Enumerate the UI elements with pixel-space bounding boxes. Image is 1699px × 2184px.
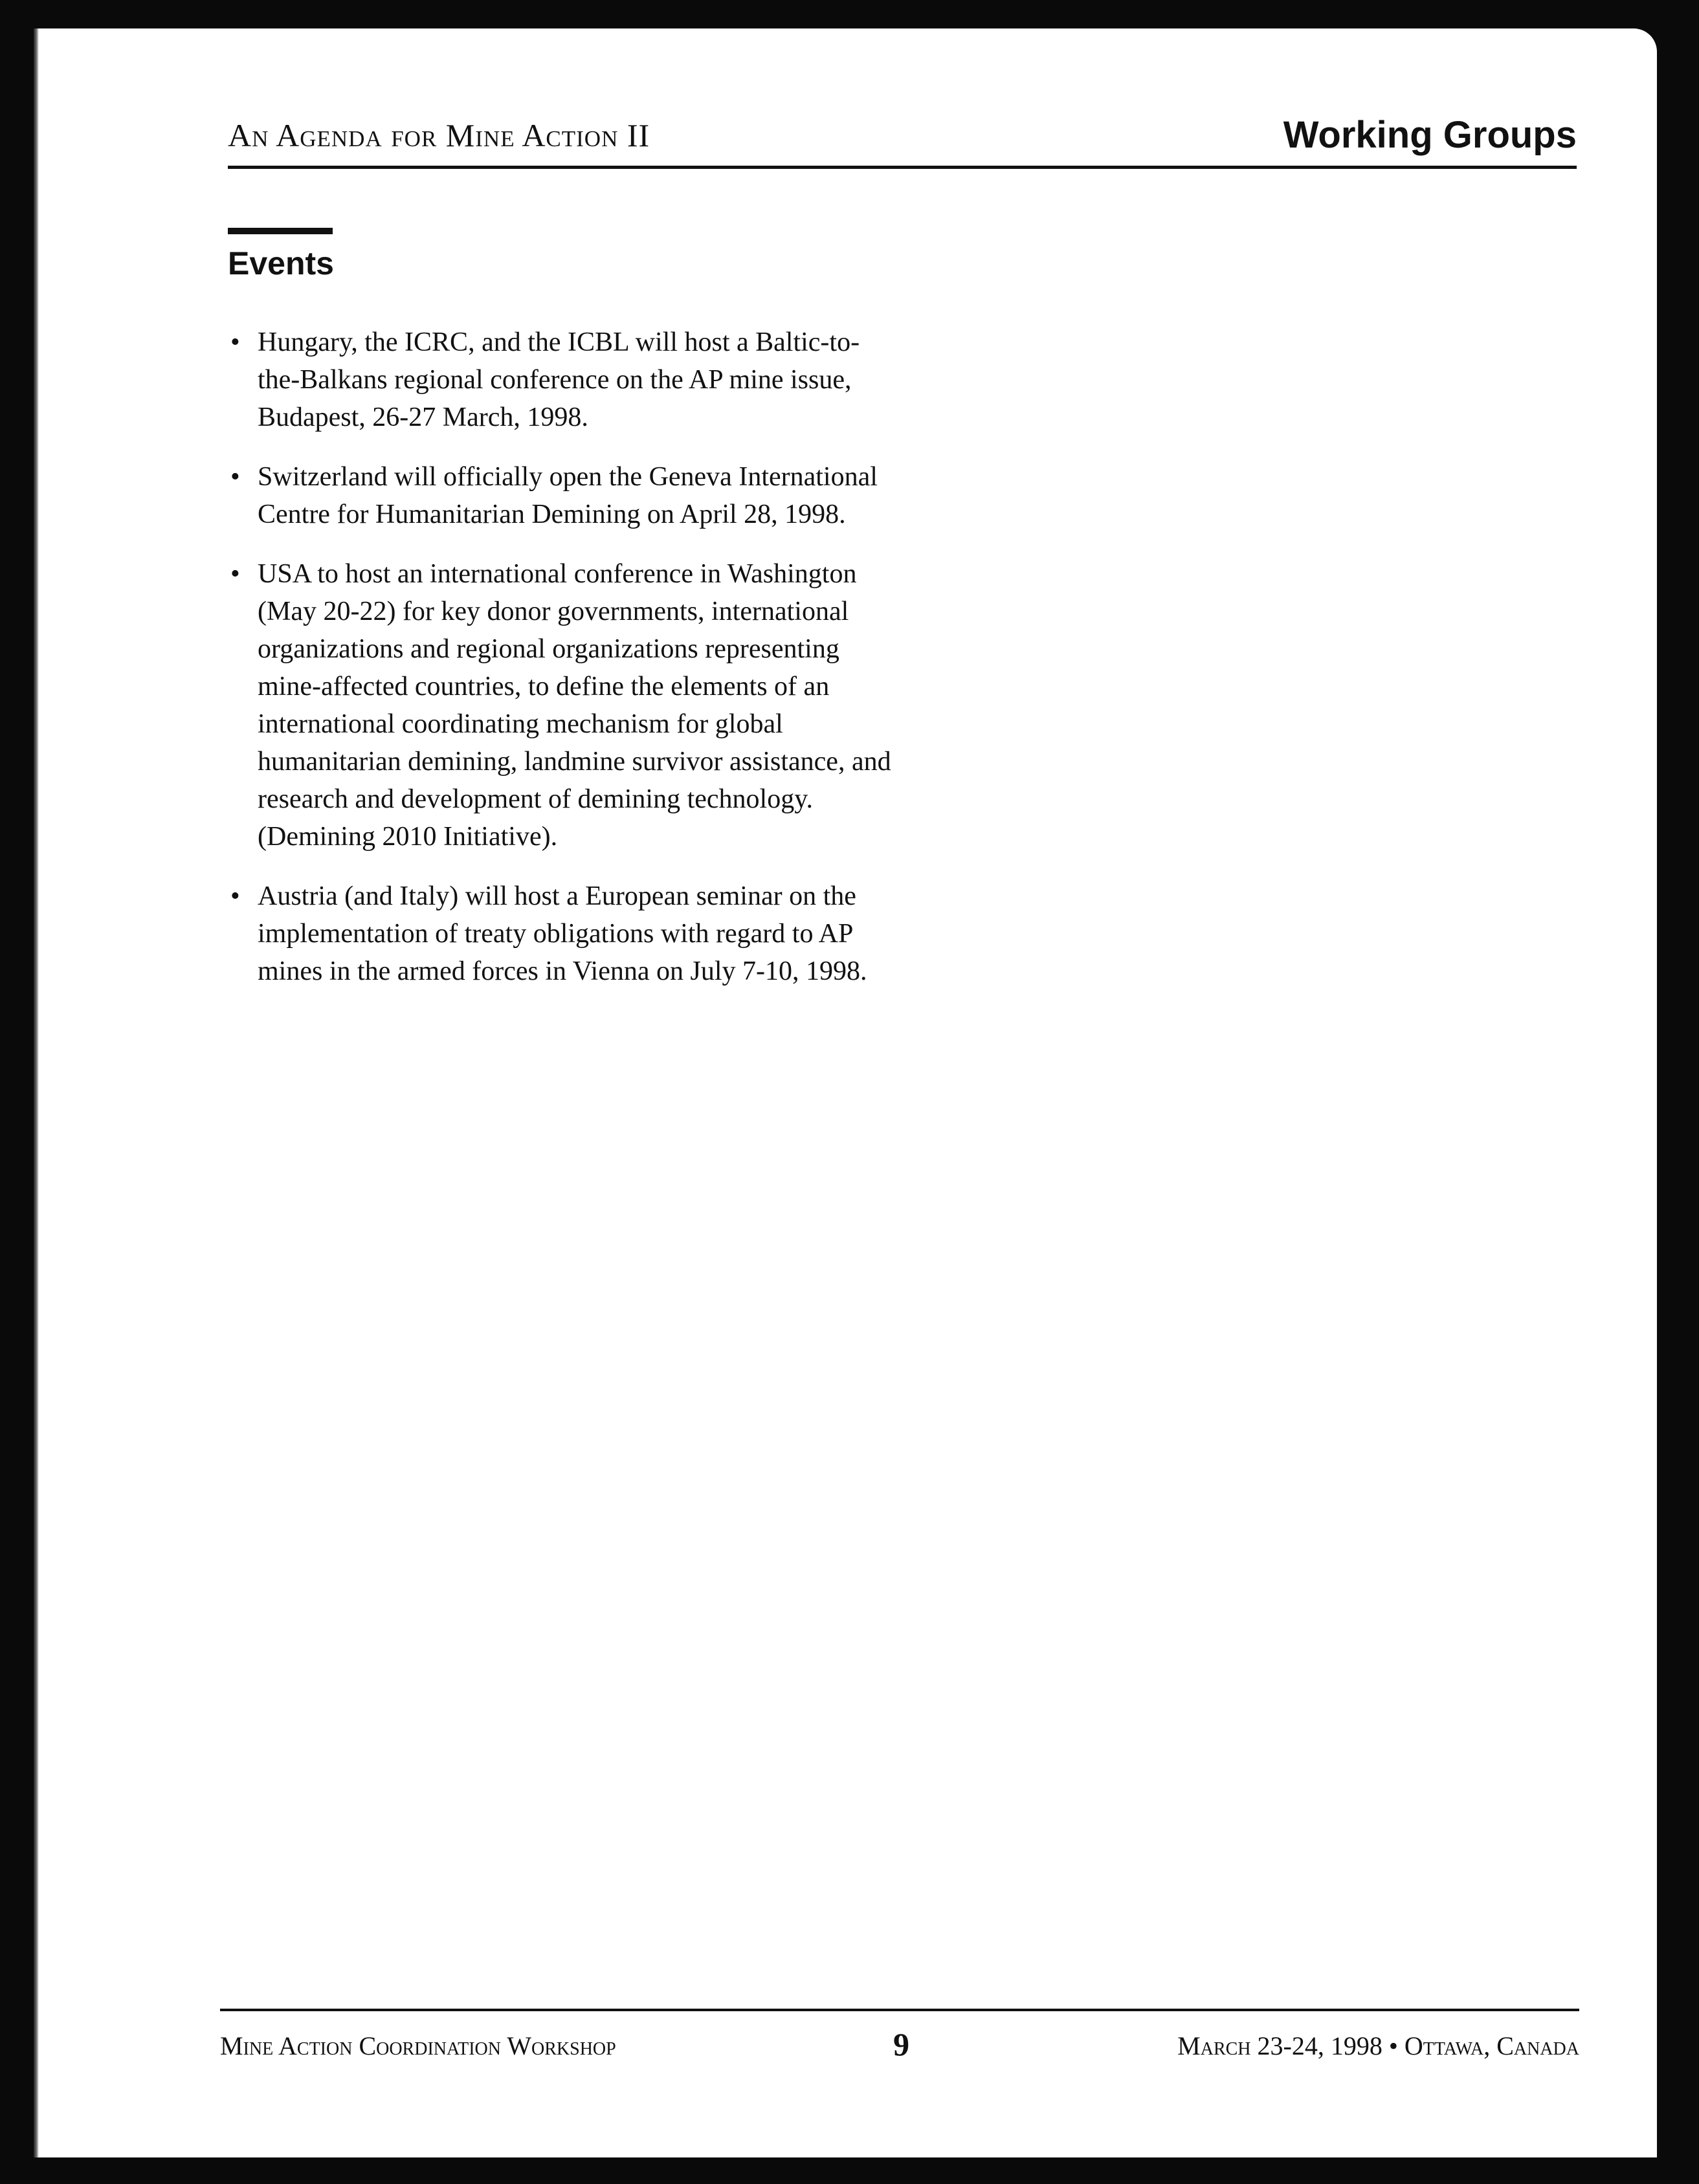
list-item (228, 324, 901, 436)
bullet-icon: • (230, 559, 240, 589)
event-text: Hungary, the ICRC, and the ICBL will host a Baltic-to-the-Balkans regional conference on the AP mine issue, Budapest, 26-27 March, 1998. (258, 327, 860, 432)
bullet-icon: • (230, 462, 240, 492)
list-item (228, 877, 901, 990)
event-text: Austria (and Italy) will host a European seminar on the implementation of treaty obligations with regard to AP mines in the armed forces in Vienna on July 7-10, 1998. (258, 881, 867, 986)
section-title: Events (228, 245, 334, 281)
list-item (228, 555, 901, 855)
footer-date-location: March 23-24, 1998 • Ottawa, Canada (1177, 2031, 1579, 2060)
event-text: USA to host an international conference in Washington (May 20-22) for key donor governments, international organizations and regional organizations representing mine-affected countries, to define the elements of an international coordinating mechanism for global humanitarian demining, landmine survivor assistance, and research and development of demining technology. (Demining 2010 Initiative). (258, 559, 891, 852)
page-footer (220, 2025, 1579, 2071)
events-list (228, 324, 901, 1012)
event-text: Switzerland will officially open the Geneva International Centre for Humanitarian Demining on April 28, 1998. (258, 462, 878, 529)
running-title: An Agenda for Mine Action II (228, 117, 650, 153)
page-number: 9 (893, 2026, 909, 2062)
bullet-icon: • (230, 327, 240, 357)
bullet-icon: • (230, 881, 240, 911)
footer-workshop-title: Mine Action Coordination Workshop (220, 2031, 616, 2060)
header-divider (228, 166, 1577, 169)
section-title-bar (228, 228, 333, 234)
page-header (228, 114, 1577, 166)
footer-divider (220, 2009, 1579, 2011)
list-item (228, 458, 901, 533)
scan-edge (34, 28, 39, 2157)
section-heading: Working Groups (1283, 114, 1577, 156)
